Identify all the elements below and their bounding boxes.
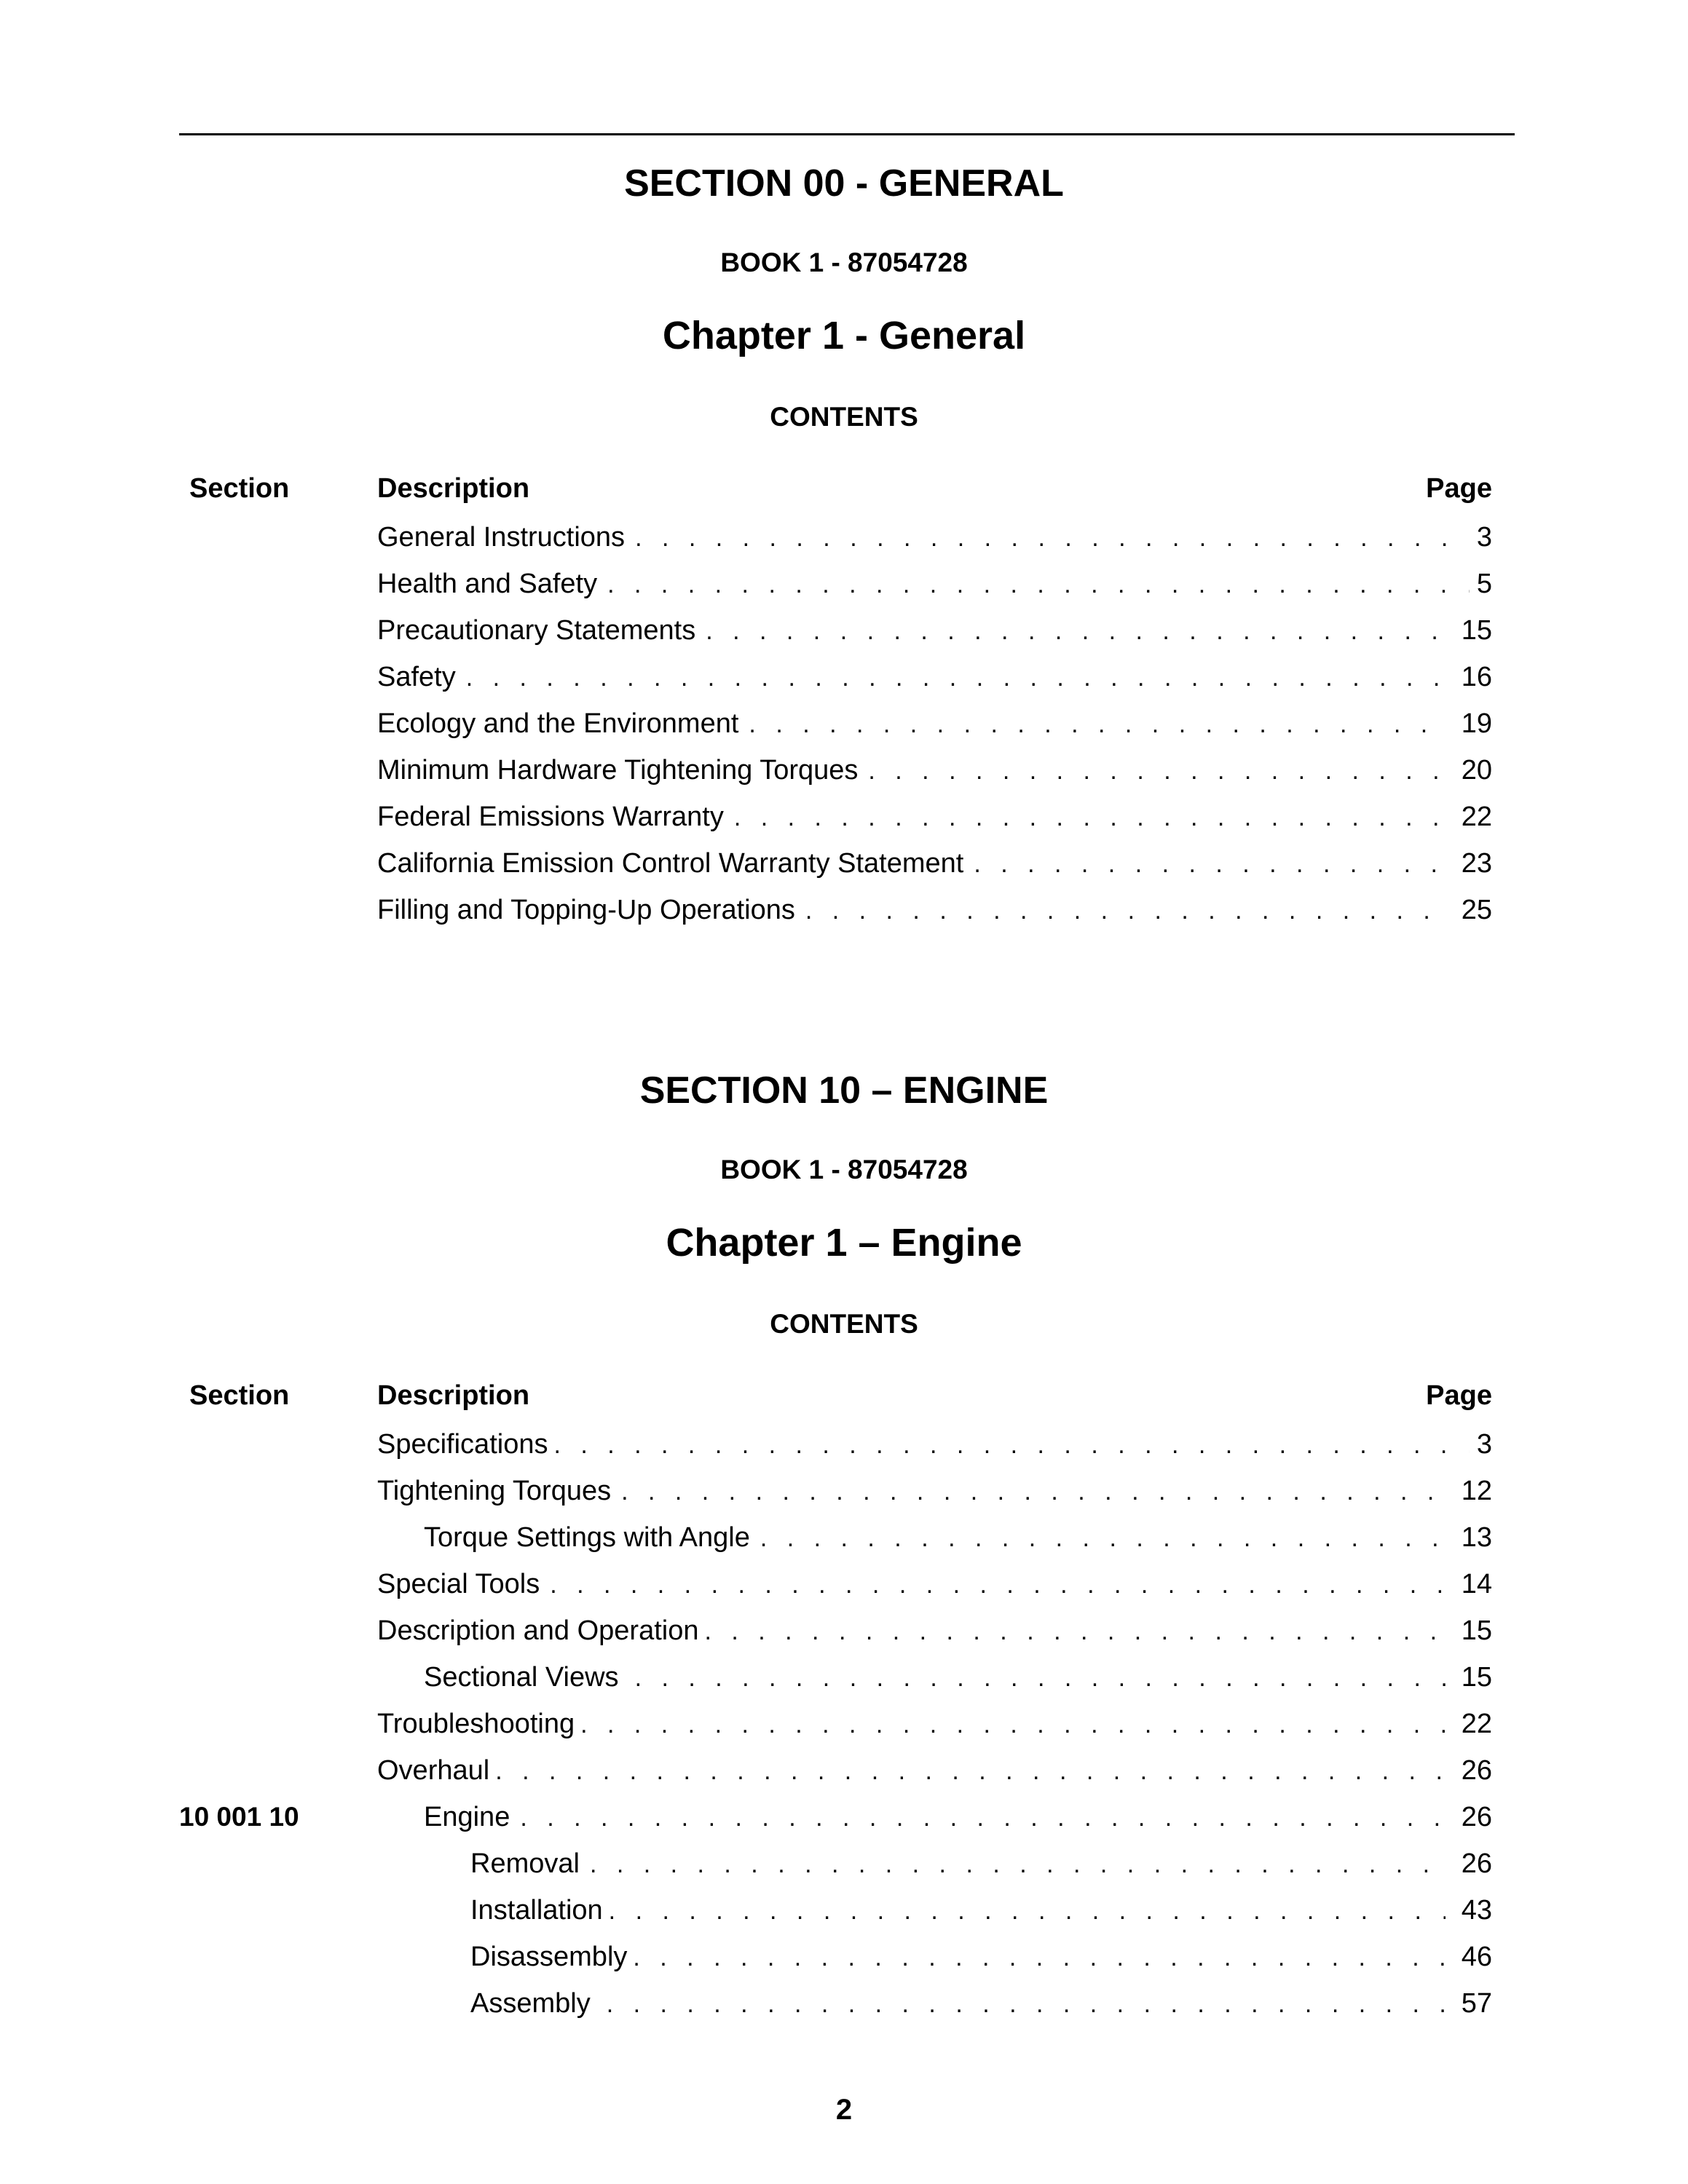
- dot-leader: [609, 1893, 1446, 1929]
- toc-entry-description: Sectional Views: [424, 1662, 619, 1693]
- toc-entry-description: Special Tools: [377, 1569, 540, 1599]
- toc-entry: [377, 845, 1492, 882]
- toc-entry: [377, 519, 1492, 555]
- toc-entry: [377, 1473, 1492, 1509]
- toc-entry: [377, 892, 1492, 928]
- toc-entry-page: 26: [1461, 1755, 1492, 1786]
- toc-entry-description: Precautionary Statements: [377, 615, 696, 646]
- toc-entry: [377, 1566, 1492, 1602]
- toc-entry-description: Overhaul: [377, 1755, 490, 1786]
- toc-entry-description: Federal Emissions Warranty: [377, 802, 724, 832]
- toc-entry: [424, 1659, 1492, 1696]
- toc-entry-page: 46: [1461, 1942, 1492, 1972]
- toc-entry: [424, 1799, 1492, 1835]
- toc-entry-description: Removal: [470, 1848, 580, 1879]
- toc-entry-page: 23: [1461, 848, 1492, 879]
- dot-leader: [749, 706, 1446, 743]
- section-00-col-description: Description: [377, 473, 530, 504]
- dot-leader: [495, 1753, 1446, 1789]
- section-10-title: SECTION 10 – ENGINE: [639, 1069, 1049, 1112]
- toc-entry-page: 15: [1461, 615, 1492, 646]
- toc-entry: [377, 799, 1492, 835]
- toc-entry-page: 5: [1476, 569, 1492, 599]
- dot-leader: [974, 846, 1446, 882]
- dot-leader: [805, 893, 1446, 929]
- dot-leader: [607, 566, 1470, 603]
- section-10-contents-heading: CONTENTS: [770, 1309, 918, 1339]
- dot-leader: [734, 799, 1446, 836]
- toc-entry-description: Tightening Torques: [377, 1476, 612, 1506]
- section-10-chapter: Chapter 1 – Engine: [666, 1221, 1022, 1265]
- toc-entry-page: 26: [1461, 1848, 1492, 1879]
- toc-entry: [377, 752, 1492, 788]
- section-00-title: SECTION 00 - GENERAL: [624, 162, 1064, 205]
- dot-leader: [590, 1846, 1446, 1883]
- toc-entry: [377, 659, 1492, 695]
- toc-entry-description: Description and Operation: [377, 1615, 699, 1646]
- dot-leader: [553, 1427, 1469, 1463]
- toc-entry-page: 20: [1461, 755, 1492, 786]
- dot-leader: [580, 1706, 1446, 1743]
- toc-entry-description: Specifications: [377, 1429, 548, 1460]
- toc-entry-page: 43: [1461, 1895, 1492, 1926]
- toc-entry-page: 25: [1461, 895, 1492, 925]
- toc-entry: [377, 612, 1492, 649]
- toc-entry-description: Health and Safety: [377, 569, 598, 599]
- dot-leader: [633, 1939, 1446, 1976]
- dot-leader: [868, 753, 1446, 789]
- toc-entry-page: 12: [1461, 1476, 1492, 1506]
- toc-entry-page: 3: [1476, 522, 1492, 553]
- toc-entry-page: 3: [1476, 1429, 1492, 1460]
- section-10-col-section: Section: [189, 1380, 290, 1411]
- section-10-col-page: Page: [1426, 1380, 1492, 1411]
- dot-leader: [706, 613, 1446, 649]
- toc-entry-description: Safety: [377, 662, 456, 692]
- toc-entry-page: 14: [1461, 1569, 1492, 1599]
- toc-entry-page: 19: [1461, 708, 1492, 739]
- toc-entry: [424, 1519, 1492, 1556]
- section-10-col-description: Description: [377, 1380, 530, 1411]
- dot-leader: [760, 1520, 1446, 1556]
- toc-entry-description: Installation: [470, 1895, 603, 1926]
- toc-entry-description: California Emission Control Warranty Statement: [377, 848, 964, 879]
- toc-entry: [377, 1613, 1492, 1649]
- toc-entry: [470, 1845, 1492, 1882]
- section-00-col-section: Section: [189, 473, 290, 504]
- top-rule: [179, 133, 1515, 135]
- toc-entry-description: Assembly: [470, 1988, 591, 2019]
- toc-entry-description: General Instructions: [377, 522, 626, 553]
- toc-entry-page: 22: [1461, 802, 1492, 832]
- toc-entry-page: 15: [1461, 1662, 1492, 1693]
- dot-leader: [635, 1660, 1446, 1696]
- toc-entry: [377, 1706, 1492, 1742]
- toc-entry-page: 13: [1461, 1522, 1492, 1553]
- toc-entry-description: Filling and Topping-Up Operations: [377, 895, 795, 925]
- dot-leader: [520, 1800, 1446, 1836]
- toc-entry-page: 26: [1461, 1802, 1492, 1832]
- toc-entry-page: 22: [1461, 1709, 1492, 1739]
- toc-entry-description: Troubleshooting: [377, 1709, 575, 1739]
- dot-leader: [607, 1986, 1446, 2022]
- section-00-chapter: Chapter 1 - General: [662, 314, 1026, 357]
- dot-leader: [466, 660, 1446, 696]
- toc-entry-page: 16: [1461, 662, 1492, 692]
- section-00-col-page: Page: [1426, 473, 1492, 504]
- toc-entry-page: 15: [1461, 1615, 1492, 1646]
- toc-entry: [377, 705, 1492, 742]
- toc-entry-description: Minimum Hardware Tightening Torques: [377, 755, 859, 786]
- toc-entry: [377, 566, 1492, 602]
- toc-entry-page: 57: [1461, 1988, 1492, 2019]
- page-number: 2: [835, 2094, 853, 2126]
- dot-leader: [621, 1473, 1446, 1510]
- toc-entry-description: Ecology and the Environment: [377, 708, 739, 739]
- toc-entry-description: Engine: [424, 1802, 510, 1832]
- toc-entry: [470, 1985, 1492, 2022]
- dot-leader: [704, 1613, 1446, 1650]
- section-00-book: BOOK 1 - 87054728: [720, 248, 968, 277]
- toc-entry-description: Torque Settings with Angle: [424, 1522, 750, 1553]
- toc-entry: [377, 1426, 1492, 1463]
- toc-entry: [470, 1892, 1492, 1928]
- section-10-book: BOOK 1 - 87054728: [720, 1155, 968, 1184]
- section-code: 10 001 10: [179, 1802, 299, 1832]
- section-00-contents-heading: CONTENTS: [770, 402, 918, 432]
- dot-leader: [635, 520, 1470, 556]
- toc-entry: [470, 1939, 1492, 1975]
- toc-entry: [377, 1752, 1492, 1789]
- toc-entry-description: Disassembly: [470, 1942, 628, 1972]
- dot-leader: [550, 1567, 1446, 1603]
